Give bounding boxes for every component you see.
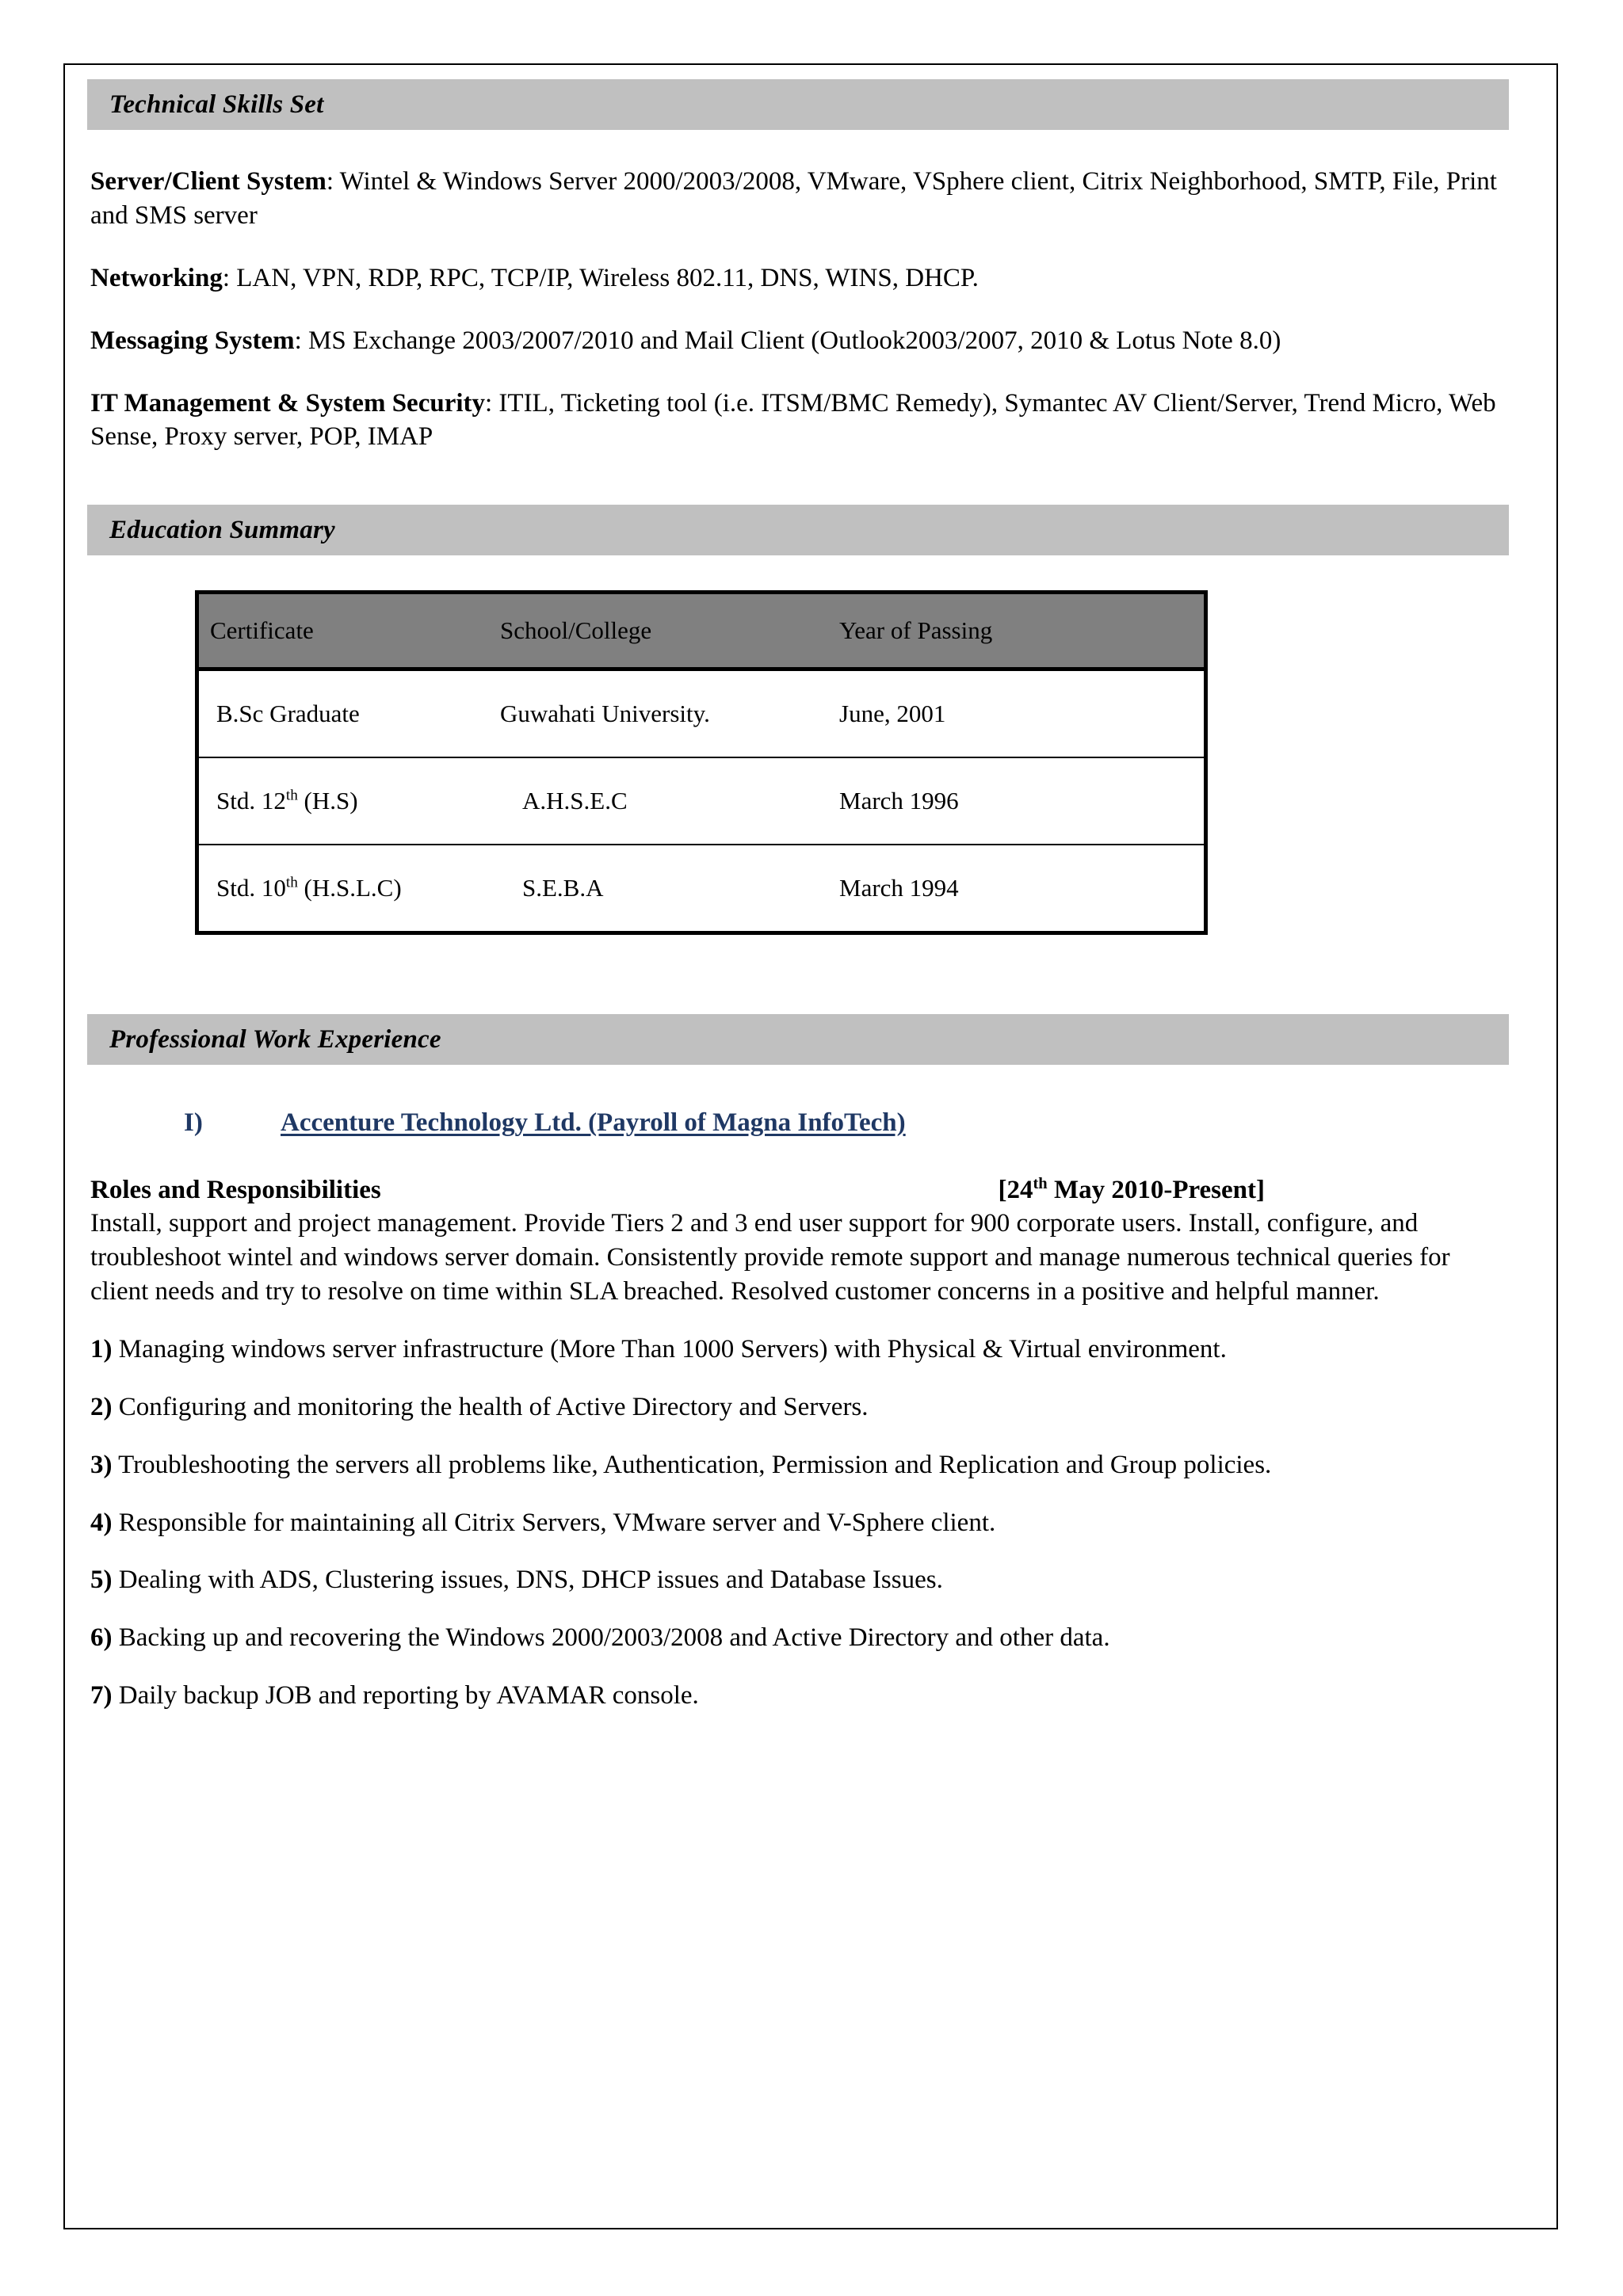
skill-line-networking bbox=[84, 261, 1537, 296]
column-header-certificate: Certificate bbox=[197, 593, 490, 669]
cell-school: S.E.B.A bbox=[489, 845, 828, 933]
responsibility-item bbox=[84, 1448, 1537, 1482]
certificate-text: Std. 12 bbox=[216, 787, 286, 815]
employment-date bbox=[999, 1174, 1503, 1207]
spacer bbox=[84, 454, 1537, 505]
responsibility-item bbox=[84, 1333, 1537, 1367]
spacer bbox=[84, 1425, 1537, 1448]
item-number: 3) bbox=[90, 1450, 113, 1479]
section-heading-technical-skills: Technical Skills Set bbox=[109, 90, 324, 119]
column-header-year: Year of Passing bbox=[828, 593, 1206, 669]
skill-line-it-management bbox=[84, 387, 1537, 455]
cell-school: A.H.S.E.C bbox=[489, 757, 828, 845]
ordinal-suffix: th bbox=[285, 875, 298, 892]
education-table-wrapper bbox=[84, 590, 1537, 935]
item-text: Daily backup JOB and reporting by AVAMAR console. bbox=[112, 1681, 699, 1711]
item-number: 7) bbox=[90, 1681, 113, 1711]
spacer bbox=[84, 1539, 1537, 1563]
skill-line-server-client bbox=[84, 165, 1537, 233]
date-prefix: [24 bbox=[998, 1175, 1033, 1204]
skill-label: Networking bbox=[90, 263, 223, 292]
spacer bbox=[84, 555, 1537, 590]
spacer bbox=[84, 1309, 1537, 1333]
roles-label: Roles and Responsibilities bbox=[90, 1175, 381, 1204]
role-summary-paragraph: Install, support and project management. Provide Tiers 2 and 3 end user support for 900 corporate users. Install, configure, and troubleshoot wintel and windows server domain. Consistently provide remote support and manage numerous technical queries for client needs and try to resolve on time within SLA breached. Resolved customer concerns in a positive and helpful manner. bbox=[90, 1209, 1450, 1306]
page-content bbox=[65, 65, 1556, 2228]
table-row bbox=[197, 669, 1206, 758]
ordinal-suffix: th bbox=[285, 788, 298, 805]
responsibility-item bbox=[84, 1563, 1537, 1597]
skill-value: ITIL, Ticketing tool (i.e. ITSM/BMC Remedy), Symantec AV Client/Server, Trend Micro, Web Sense, Proxy server, POP, IMAP bbox=[90, 388, 1496, 452]
spacer bbox=[84, 1597, 1537, 1621]
responsibility-item bbox=[84, 1390, 1537, 1425]
company-link[interactable]: Accenture Technology Ltd. (Payroll of Magna InfoTech) bbox=[281, 1108, 906, 1138]
section-band-work-experience bbox=[87, 1014, 1509, 1065]
section-heading-work-experience: Professional Work Experience bbox=[109, 1024, 441, 1054]
spacer bbox=[84, 1139, 1537, 1174]
item-text: Dealing with ADS, Clustering issues, DNS, DHCP issues and Database Issues. bbox=[112, 1566, 943, 1595]
education-table bbox=[195, 590, 1208, 935]
spacer bbox=[84, 1655, 1537, 1679]
cell-school: Guwahati University. bbox=[489, 669, 828, 758]
resume-page bbox=[63, 63, 1558, 2229]
section-band-technical-skills bbox=[87, 79, 1509, 130]
responsibility-item bbox=[84, 1506, 1537, 1540]
section-heading-education-summary: Education Summary bbox=[109, 515, 335, 544]
date-suffix: May 2010-Present] bbox=[1047, 1175, 1265, 1204]
cell-year: March 1996 bbox=[828, 757, 1206, 845]
item-text: Responsible for maintaining all Citrix Servers, VMware server and V-Sphere client. bbox=[112, 1508, 996, 1537]
education-table-body bbox=[197, 669, 1206, 933]
spacer bbox=[84, 233, 1537, 261]
cell-year: June, 2001 bbox=[828, 669, 1206, 758]
item-text: Configuring and monitoring the health of Active Directory and Servers. bbox=[112, 1392, 869, 1421]
skill-separator: : bbox=[294, 326, 308, 355]
column-header-school: School/College bbox=[489, 593, 828, 669]
skill-line-messaging bbox=[84, 324, 1537, 358]
table-row bbox=[197, 757, 1206, 845]
certificate-suffix: (H.S) bbox=[297, 787, 358, 815]
skill-value: MS Exchange 2003/2007/2010 and Mail Client (Outlook2003/2007, 2010 & Lotus Note 8.0) bbox=[308, 326, 1281, 355]
responsibility-item bbox=[84, 1621, 1537, 1655]
education-table-head bbox=[197, 593, 1206, 669]
item-number: 4) bbox=[90, 1508, 113, 1537]
responsibility-item bbox=[84, 1679, 1537, 1713]
spacer bbox=[84, 1367, 1537, 1390]
certificate-text: B.Sc Graduate bbox=[216, 700, 360, 728]
section-band-education-summary bbox=[87, 505, 1509, 555]
item-text: Backing up and recovering the Windows 2000/2003/2008 and Active Directory and other data. bbox=[112, 1623, 1110, 1653]
table-row bbox=[197, 845, 1206, 933]
skill-separator: : bbox=[326, 167, 340, 196]
item-text: Troubleshooting the servers all problems like, Authentication, Permission and Replication and Group policies. bbox=[112, 1450, 1272, 1479]
spacer bbox=[84, 296, 1537, 324]
item-number: 5) bbox=[90, 1566, 113, 1595]
skill-value: Wintel & Windows Server 2000/2003/2008, VMware, VSphere client, Citrix Neighborhood, SMTP, File, Print and SMS server bbox=[90, 167, 1497, 230]
spacer bbox=[84, 130, 1537, 165]
cell-certificate bbox=[197, 757, 490, 845]
work-entry-header bbox=[84, 1108, 1537, 1139]
table-header-row bbox=[197, 593, 1206, 669]
skill-separator: : bbox=[222, 263, 237, 292]
spacer bbox=[84, 935, 1537, 1014]
certificate-suffix: (H.S.L.C) bbox=[297, 874, 402, 902]
skill-label: Server/Client System bbox=[90, 167, 327, 196]
certificate-text: Std. 10 bbox=[216, 874, 286, 902]
cell-certificate bbox=[197, 669, 490, 758]
cell-certificate bbox=[197, 845, 490, 933]
list-marker-roman: I) bbox=[184, 1108, 203, 1138]
cell-year: March 1994 bbox=[828, 845, 1206, 933]
item-number: 6) bbox=[90, 1623, 113, 1653]
spacer bbox=[84, 1065, 1537, 1108]
skill-label: Messaging System bbox=[90, 326, 295, 355]
ordinal-suffix: th bbox=[1033, 1174, 1048, 1192]
skill-label: IT Management & System Security bbox=[90, 388, 485, 418]
skill-separator: : bbox=[485, 388, 499, 418]
roles-header-row bbox=[84, 1174, 1537, 1207]
spacer bbox=[84, 1482, 1537, 1506]
spacer bbox=[84, 358, 1537, 387]
item-number: 2) bbox=[90, 1392, 113, 1421]
item-number: 1) bbox=[90, 1334, 113, 1363]
item-text: Managing windows server infrastructure (More Than 1000 Servers) with Physical & Virtual environment. bbox=[112, 1334, 1227, 1363]
skill-value: LAN, VPN, RDP, RPC, TCP/IP, Wireless 802.11, DNS, WINS, DHCP. bbox=[236, 263, 979, 292]
